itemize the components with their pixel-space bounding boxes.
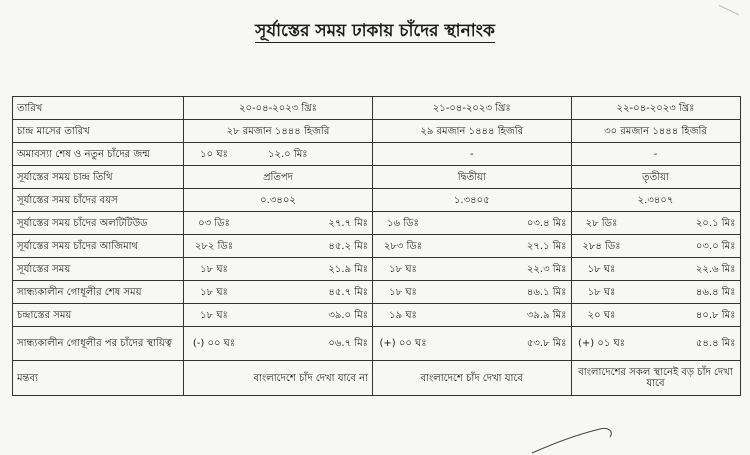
table-row (13, 212, 741, 235)
cell-hours: ১০ ঘঃ (184, 143, 245, 166)
cell-degrees: ০৩ ডিঃ (184, 212, 245, 235)
cell-hours: (+) ০০ ঘঃ (373, 327, 434, 361)
cell-hours: ১৮ ঘঃ (373, 281, 434, 304)
remark-cell: বাংলাদেশের সকল স্থানেই বড় চাঁদ দেখা যাবে (571, 361, 740, 396)
cell-hours: ১৮ ঘঃ (184, 281, 245, 304)
table-row (13, 327, 741, 361)
table-row (13, 258, 741, 281)
cell: ২২-০৪-২০২৩ খ্রিঃ (571, 97, 740, 120)
cell-hours: ১৮ ঘঃ (571, 258, 632, 281)
cell-minutes: ২৭.৭ মিঃ (244, 212, 373, 235)
row-label: সূর্যাস্তের সময় চাঁদের অলটিটিউড (13, 212, 184, 235)
cell: - (571, 143, 740, 166)
cell-degrees: ১৬ ডিঃ (373, 212, 434, 235)
cell-minutes: ৩৯.৯ মিঃ (433, 304, 571, 327)
cell-minutes: ১২.০ মিঃ (244, 143, 373, 166)
cell-hours: ১৮ ঘঃ (184, 304, 245, 327)
cell-hours: (+) ০১ ঘঃ (571, 327, 632, 361)
cell-minutes: ৪৫.২ মিঃ (244, 235, 373, 258)
cell: ২৮ রমজান ১৪৪৪ হিজরি (184, 120, 373, 143)
cell: - (373, 143, 572, 166)
cell: ২০-০৪-২০২৩ খ্রিঃ (184, 97, 373, 120)
cell-minutes: ৪৬.৪ মিঃ (632, 281, 741, 304)
cell-hours: ২০ ঘঃ (571, 304, 632, 327)
cell-minutes: ০৬.৭ মিঃ (244, 327, 373, 361)
scan-mark (719, 0, 744, 15)
cell: ২৯ রমজান ১৪৪৪ হিজরি (373, 120, 572, 143)
cell-degrees: ২৮২ ডিঃ (184, 235, 245, 258)
cell-minutes: ৫৪.৪ মিঃ (632, 327, 741, 361)
cell-hours: ১৮ ঘঃ (571, 281, 632, 304)
table-row (13, 189, 741, 212)
cell-minutes: ৪০.৮ মিঃ (632, 304, 741, 327)
cell-minutes: ২০.১ মিঃ (632, 212, 741, 235)
page-title: সূর্যাস্তের সময় ঢাকায় চাঁদের স্থানাংক (255, 21, 495, 41)
row-label: মন্তব্য (13, 361, 184, 396)
row-label: চান্দ্র মাসের তারিখ (13, 120, 184, 143)
remark-cell: বাংলাদেশে চাঁদ দেখা যাবে না (184, 361, 373, 396)
cell-minutes: ৩৯.০ মিঃ (244, 304, 373, 327)
table-row (13, 304, 741, 327)
cell-minutes: ০৩.০ মিঃ (632, 235, 741, 258)
pen-stroke-mark (530, 425, 620, 455)
cell-minutes: ২১.৯ মিঃ (244, 258, 373, 281)
table-row (13, 166, 741, 189)
table-row (13, 281, 741, 304)
cell: ২.৩৪০৭ (571, 189, 740, 212)
cell-minutes: ২৭.১ মিঃ (433, 235, 571, 258)
cell-hours: ১৮ ঘঃ (373, 258, 434, 281)
row-label: চন্দ্রাস্তের সময় (13, 304, 184, 327)
cell: ১.৩৪০৫ (373, 189, 572, 212)
cell: ২১-০৪-২০২৩ খ্রিঃ (373, 97, 572, 120)
cell: তৃতীয়া (571, 166, 740, 189)
row-label: সূর্যাস্তের সময় চাঁদের বয়স (13, 189, 184, 212)
row-label: সূর্যাস্তের সময় চান্দ্র তিথি (13, 166, 184, 189)
cell-minutes: ৪৫.৭ মিঃ (244, 281, 373, 304)
table-row (13, 143, 741, 166)
table-row (13, 97, 741, 120)
cell: দ্বিতীয়া (373, 166, 572, 189)
cell-minutes: ২২.৬ মিঃ (632, 258, 741, 281)
cell-hours: ১৮ ঘঃ (184, 258, 245, 281)
cell-minutes: ২২.৩ মিঃ (433, 258, 571, 281)
cell-hours: ১৯ ঘঃ (373, 304, 434, 327)
cell-degrees: ২৮ ডিঃ (571, 212, 632, 235)
moon-position-table (12, 96, 741, 396)
row-label: তারিখ (13, 97, 184, 120)
cell: প্রতিপদ (184, 166, 373, 189)
cell-hours: (-) ০০ ঘঃ (184, 327, 245, 361)
cell-degrees: ২৮৩ ডিঃ (373, 235, 434, 258)
cell-degrees: ২৮৪ ডিঃ (571, 235, 632, 258)
cell-minutes: ৫৩.৮ মিঃ (433, 327, 571, 361)
row-label: সান্ধ্যকালীন গোধূলীর পর চাঁদের স্থায়িত্ব (13, 327, 184, 361)
row-label: সূর্যাস্তের সময় (13, 258, 184, 281)
table-row (13, 120, 741, 143)
remark-cell: বাংলাদেশে চাঁদ দেখা যাবে (373, 361, 572, 396)
row-label: অমাবস্যা শেষ ও নতুন চাঁদের জন্ম (13, 143, 184, 166)
row-label: সান্ধ্যকালীন গোধূলীর শেষ সময় (13, 281, 184, 304)
cell: ৩০ রমজান ১৪৪৪ হিজরি (571, 120, 740, 143)
table-row (13, 235, 741, 258)
table-row (13, 361, 741, 396)
cell-minutes: ০৩.৪ মিঃ (433, 212, 571, 235)
cell: ০.৩৪০২ (184, 189, 373, 212)
row-label: সূর্যাস্তের সময় চাঁদের আজিমাথ (13, 235, 184, 258)
cell-minutes: ৪৬.১ মিঃ (433, 281, 571, 304)
